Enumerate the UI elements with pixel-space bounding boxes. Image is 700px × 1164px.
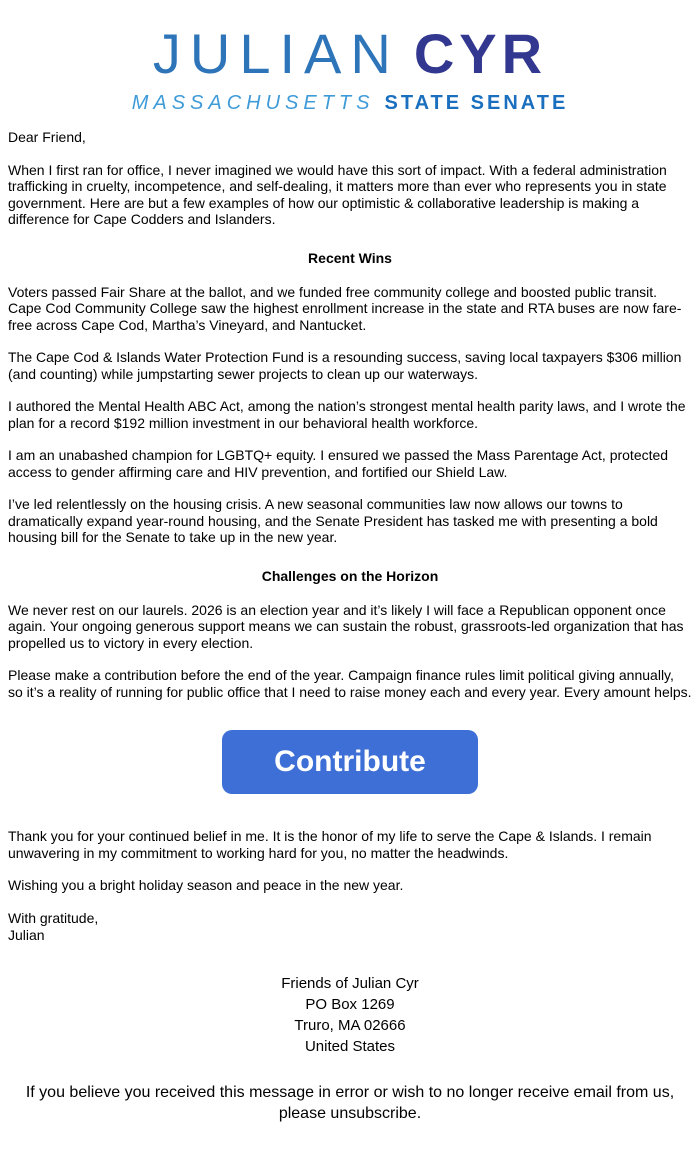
logo-last-name: CYR [413,22,548,85]
challenge-paragraph-1: We never rest on our laurels. 2026 is an election year and it’s likely I will face a Republican opponent once again. Your ongoing generous support means we can sustain the robust, grassroots-led organization that has propelled us to victory in every election. [8,601,684,651]
intro-paragraph: When I first ran for office, I never imagined we would have this sort of impact. With a federal administration trafficking in cruelty, incompetence, and self-dealing, it matters more than ever who represents you in state government. Here are but a few examples of how our optimistic & collaborative leadership is making a difference for Cape Codders and Islanders. [8,161,667,228]
logo-name-line [8,22,692,85]
recent-wins-heading: Recent Wins [308,249,392,266]
closing-block [8,910,692,945]
logo-subtitle-line [8,92,692,115]
challenges-heading: Challenges on the Horizon [261,567,439,584]
holiday-wish-paragraph: Wishing you a bright holiday season and peace in the new year. [8,877,404,894]
logo-state-label: MASSACHUSETTS [131,92,375,114]
campaign-logo [8,0,692,129]
logo-chamber-label: STATE SENATE [384,92,569,114]
unsubscribe-text-line1: If you believe you received this message in error or wish to no longer receive email from us, [25,1083,675,1101]
footer-city-state-zip: Truro, MA 02666 [294,1016,406,1034]
unsubscribe-link[interactable]: unsubscribe [330,1104,417,1122]
signature: Julian [8,927,45,944]
footer-organization: Friends of Julian Cyr [281,974,419,992]
thanks-paragraph: Thank you for your continued belief in me. It is the honor of my life to serve the Cape & Islands. I remain unwavering in my commitment to working hard for you, no matter the headwinds. [8,828,652,861]
win-paragraph-3: I authored the Mental Health ABC Act, among the nation’s strongest mental health parity laws, and I wrote the plan for a record $192 million investment in our behavioral health workforce. [8,398,686,431]
footer-country: United States [304,1037,396,1055]
footer-po-box: PO Box 1269 [305,995,395,1013]
unsubscribe-paragraph [8,1083,692,1125]
challenge-paragraph-2: Please make a contribution before the end of the year. Campaign finance rules limit political giving annually, so it’s a reality of running for public office that I need to raise money each and every year. Every amount helps. [8,667,692,700]
contribute-button-container [8,730,692,794]
win-paragraph-4: I am an unabashed champion for LGBTQ+ equity. I ensured we passed the Mass Parentage Act, protected access to gender affirming care and HIV prevention, and fortified our Shield Law. [8,447,669,480]
win-paragraph-2: The Cape Cod & Islands Water Protection Fund is a resounding success, saving local taxpayers $306 million (and counting) while jumpstarting sewer projects to clean up our waterways. [8,349,682,382]
win-paragraph-1: Voters passed Fair Share at the ballot, and we funded free community college and boosted public transit. Cape Cod Community College saw the highest enrollment increase in the state and RTA buses are now fare-free across Cape Cod, Martha’s Vineyard, and Nantucket. [8,283,682,333]
closing-line: With gratitude, [8,909,99,926]
unsubscribe-text-prefix: please [278,1104,331,1122]
contribute-button[interactable]: Contribute [222,730,478,794]
salutation: Dear Friend, [8,129,86,145]
logo-first-name: JULIAN [152,22,400,85]
unsubscribe-text-suffix: . [416,1104,422,1122]
footer-address-block [8,973,692,1057]
win-paragraph-5: I’ve led relentlessly on the housing crisis. A new seasonal communities law now allows our towns to dramatically expand year-round housing, and the Senate President has tasked me with presenting a bold housing bill for the Senate to take up in the new year. [8,496,658,546]
